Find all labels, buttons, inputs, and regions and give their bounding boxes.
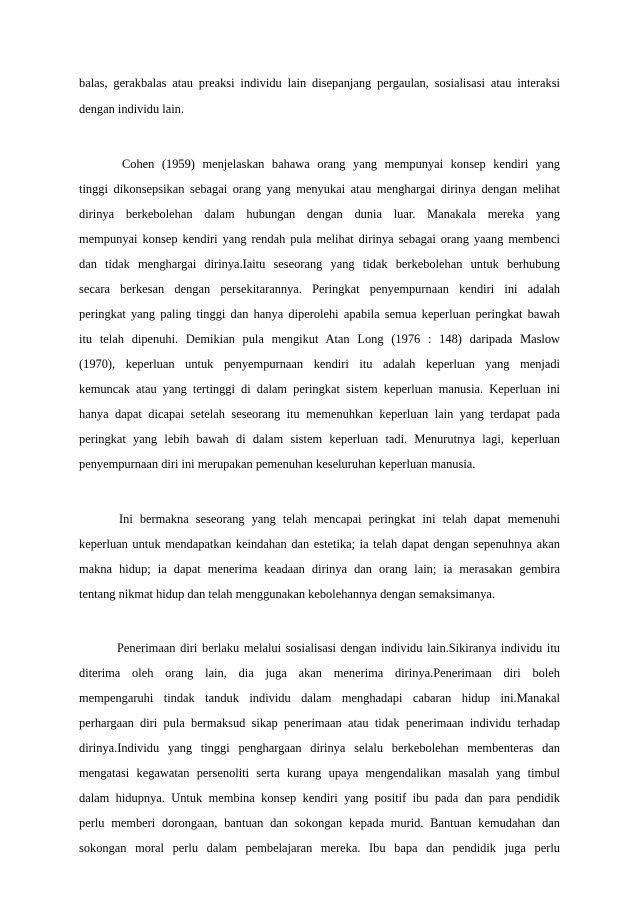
paragraph-1-line-2: dengan individu lain. [79, 102, 184, 116]
paragraph-4-line-1: Penerimaan diri berlaku melalui sosialisasi dengan individu lain.Sikiranya individu itu [117, 641, 560, 655]
paragraph-3-line-4: tentang nikmat hidup dan telah menggunakan kebolehannya dengan semaksimanya. [79, 587, 495, 601]
paragraph-2-line-9: (1970), keperluan untuk penyempurnaan kendiri itu adalah keperluan yang menjadi [79, 357, 560, 371]
paragraph-2-line-3: dirinya berkebolehan dalam hubungan dengan dunia luar. Manakala mereka yang [79, 207, 560, 221]
paragraph-2-line-1: Cohen (1959) menjelaskan bahawa orang yang mempunyai konsep kendiri yang [122, 157, 560, 171]
paragraph-2-line-10: kemuncak atau yang tertinggi di dalam peringkat sistem keperluan manusia. Keperluan ini [79, 382, 560, 396]
paragraph-3-line-3: makna hidup; ia dapat menerima keadaan dirinya dan orang lain; ia merasakan gembira [79, 562, 560, 576]
paragraph-4-line-4: perhargaan diri pula bermaksud sikap penerimaan atau tidak penerimaan individu terhadap [79, 716, 560, 730]
paragraph-4-line-6: mengatasi kegawatan persenoliti serta kurang upaya mengendalikan masalah yang timbul [79, 766, 560, 780]
paragraph-2-line-8: itu telah dipenuhi. Demikian pula mengikut Atan Long (1976 : 148) daripada Maslow [79, 332, 560, 346]
paragraph-2-line-7: peringkat yang paling tinggi dan hanya diperolehi apabila semua keperluan peringkat bawah [79, 307, 560, 321]
paragraph-2-line-2: tinggi dikonsepsikan sebagai orang yang menyukai atau menghargai dirinya dengan melihat [79, 182, 560, 196]
paragraph-4-line-2: diterima oleh orang lain, dia juga akan menerima dirinya.Penerimaan diri boleh [79, 666, 560, 680]
paragraph-2-line-6: secara berkesan dengan persekitarannya. Peringkat penyempurnaan kendiri ini adalah [79, 282, 560, 296]
paragraph-3-line-2: keperluan untuk mendapatkan keindahan dan estetika; ia telah dapat dengan sepenuhnya akan [79, 537, 560, 551]
paragraph-4-line-3: mempengaruhi tindak tanduk individu dalam menghadapi cabaran hidup ini.Manakal [79, 691, 560, 705]
paragraph-2-line-12: peringkat yang lebih bawah di dalam sistem keperluan tadi. Menurutnya lagi, keperluan [79, 432, 560, 446]
paragraph-4-line-7: dalam hidupnya. Untuk membina konsep kendiri yang positif ibu pada dan para pendidik [79, 791, 560, 805]
paragraph-1-line-1: balas, gerakbalas atau preaksi individu lain disepanjang pergaulan, sosialisasi atau interaksi [79, 76, 560, 90]
paragraph-2-line-4: mempunyai konsep kendiri yang rendah pula melihat dirinya sebagai orang yaang membenci [79, 232, 560, 246]
paragraph-3-line-1: Ini bermakna seseorang yang telah mencapai peringkat ini telah dapat memenuhi [119, 512, 560, 526]
paragraph-4-line-9: sokongan moral perlu dalam pembelajaran mereka. Ibu bapa dan pendidik juga perlu [79, 841, 560, 855]
paragraph-2-line-13: penyempurnaan diri ini merupakan pemenuhan keseluruhan keperluan manusia. [79, 457, 476, 471]
paragraph-4-line-5: dirinya.Individu yang tinggi penghargaan dirinya selalu berkebolehan membenteras dan [79, 741, 560, 755]
paragraph-4-line-8: perlu memberi dorongaan, bantuan dan sokongan kepada murid. Bantuan kemudahan dan [79, 816, 560, 830]
paragraph-2-line-5: dan tidak menghargai dirinya.Iaitu seseorang yang tidak berkebolehan untuk berhubung [79, 257, 560, 271]
paragraph-2-line-11: hanya dapat dicapai setelah seseorang itu memenuhkan keperluan lain yang terdapat pada [79, 407, 560, 421]
